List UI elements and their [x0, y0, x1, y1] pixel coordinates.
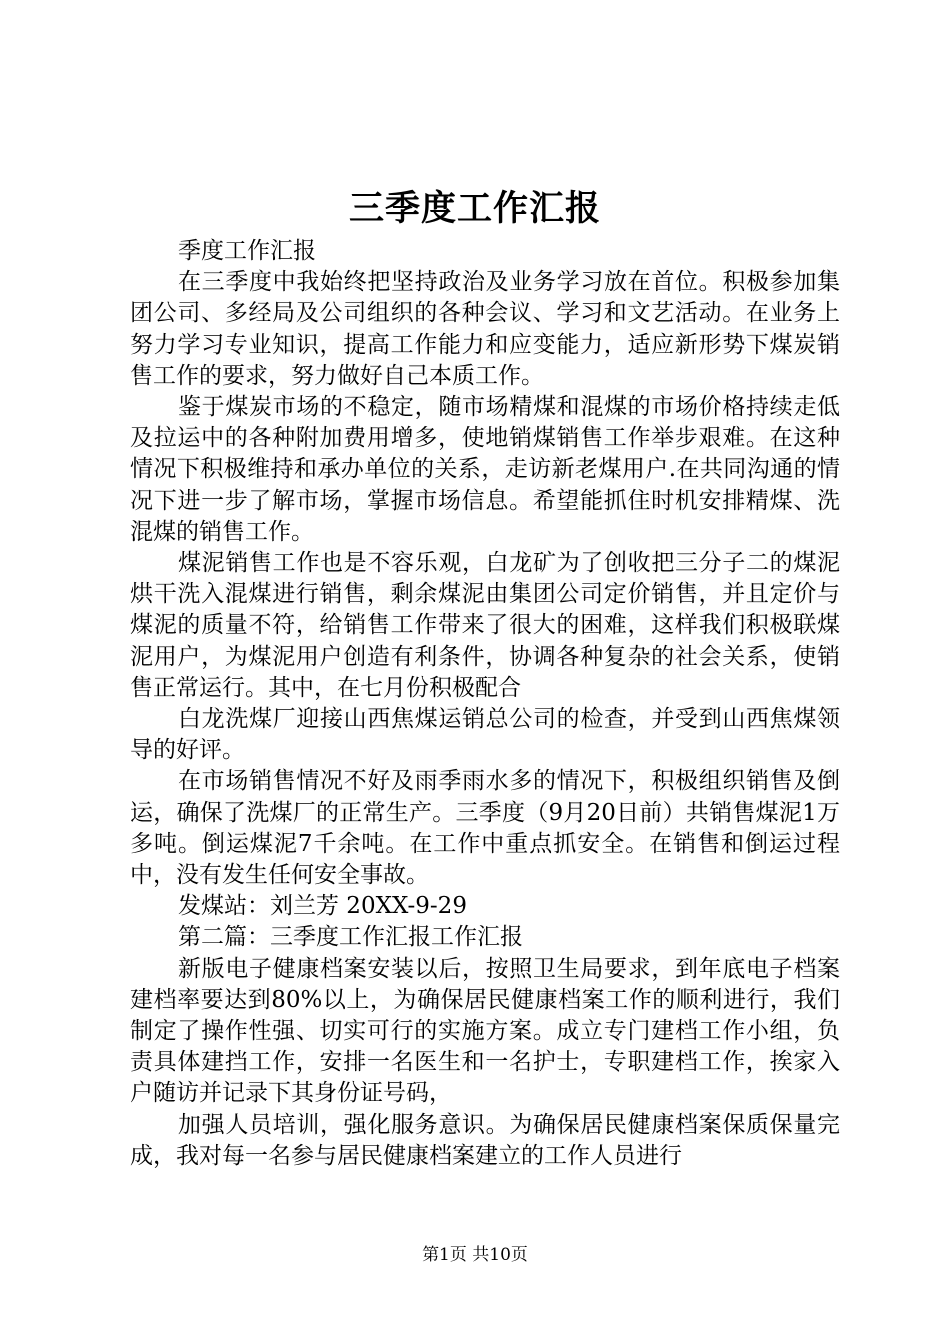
document-title: 三季度工作汇报 — [348, 188, 601, 229]
paragraph-section-heading: 第二篇：三季度工作汇报工作汇报 — [178, 924, 523, 951]
paragraph: 新版电子健康档案安装以后，按照卫生局要求，到年底电子档案建档率要达到80%以上，为确保居民健康档案工作的顺利进行，我们制定了操作性强、切实可行的实施方案。成立专门建档工作小组，负责具体建挡工作，安排一名医生和一名护士，专职建档工作，挨家入户随访并记录下其身份证号码， — [130, 955, 840, 1107]
paragraph: 在三季度中我始终把坚持政治及业务学习放在首位。积极参加集团公司、多经局及公司组织的各种会议、学习和文艺活动。在业务上努力学习专业知识，提高工作能力和应变能力，适应新形势下煤炭销售工作的要求，努力做好自己本质工作。 — [130, 269, 840, 389]
paragraph-signature: 发煤站：刘兰芳 20XX-9-29 — [178, 893, 467, 920]
paragraph: 煤泥销售工作也是不容乐观，白龙矿为了创收把三分子二的煤泥烘干洗入混煤进行销售，剩余煤泥由集团公司定价销售，并且定价与煤泥的质量不符，给销售工作带来了很大的困难，这样我们积极联煤泥用户，为煤泥用户创造有利条件，协调各种复杂的社会关系，使销售正常运行。其中，在七月份积极配合 — [130, 550, 840, 701]
document-body — [130, 236, 840, 1172]
paragraph: 加强人员培训，强化服务意识。为确保居民健康档案保质保量完成，我对每一名参与居民健康档案建立的工作人员进行 — [130, 1111, 840, 1169]
paragraph: 白龙洗煤厂迎接山西焦煤运销总公司的检查，并受到山西焦煤领导的好评。 — [130, 706, 840, 764]
page-number-footer: 第1页 共10页 — [422, 1245, 528, 1265]
paragraph-subtitle: 季度工作汇报 — [178, 238, 316, 264]
paragraph: 在市场销售情况不好及雨季雨水多的情况下，积极组织销售及倒运，确保了洗煤厂的正常生产。三季度（9月20日前）共销售煤泥1万多吨。倒运煤泥7千余吨。在工作中重点抓安全。在销售和倒运过程中，没有发生任何安全事故。 — [130, 768, 840, 889]
paragraph: 鉴于煤炭市场的不稳定，随市场精煤和混煤的市场价格持续走低及拉运中的各种附加费用增多，使地销煤销售工作举步艰难。在这种情况下积极维持和承办单位的关系，走访新老煤用户.在共同沟通的情况下进一步了解市场，掌握市场信息。希望能抓住时机安排精煤、洗混煤的销售工作。 — [130, 394, 840, 545]
